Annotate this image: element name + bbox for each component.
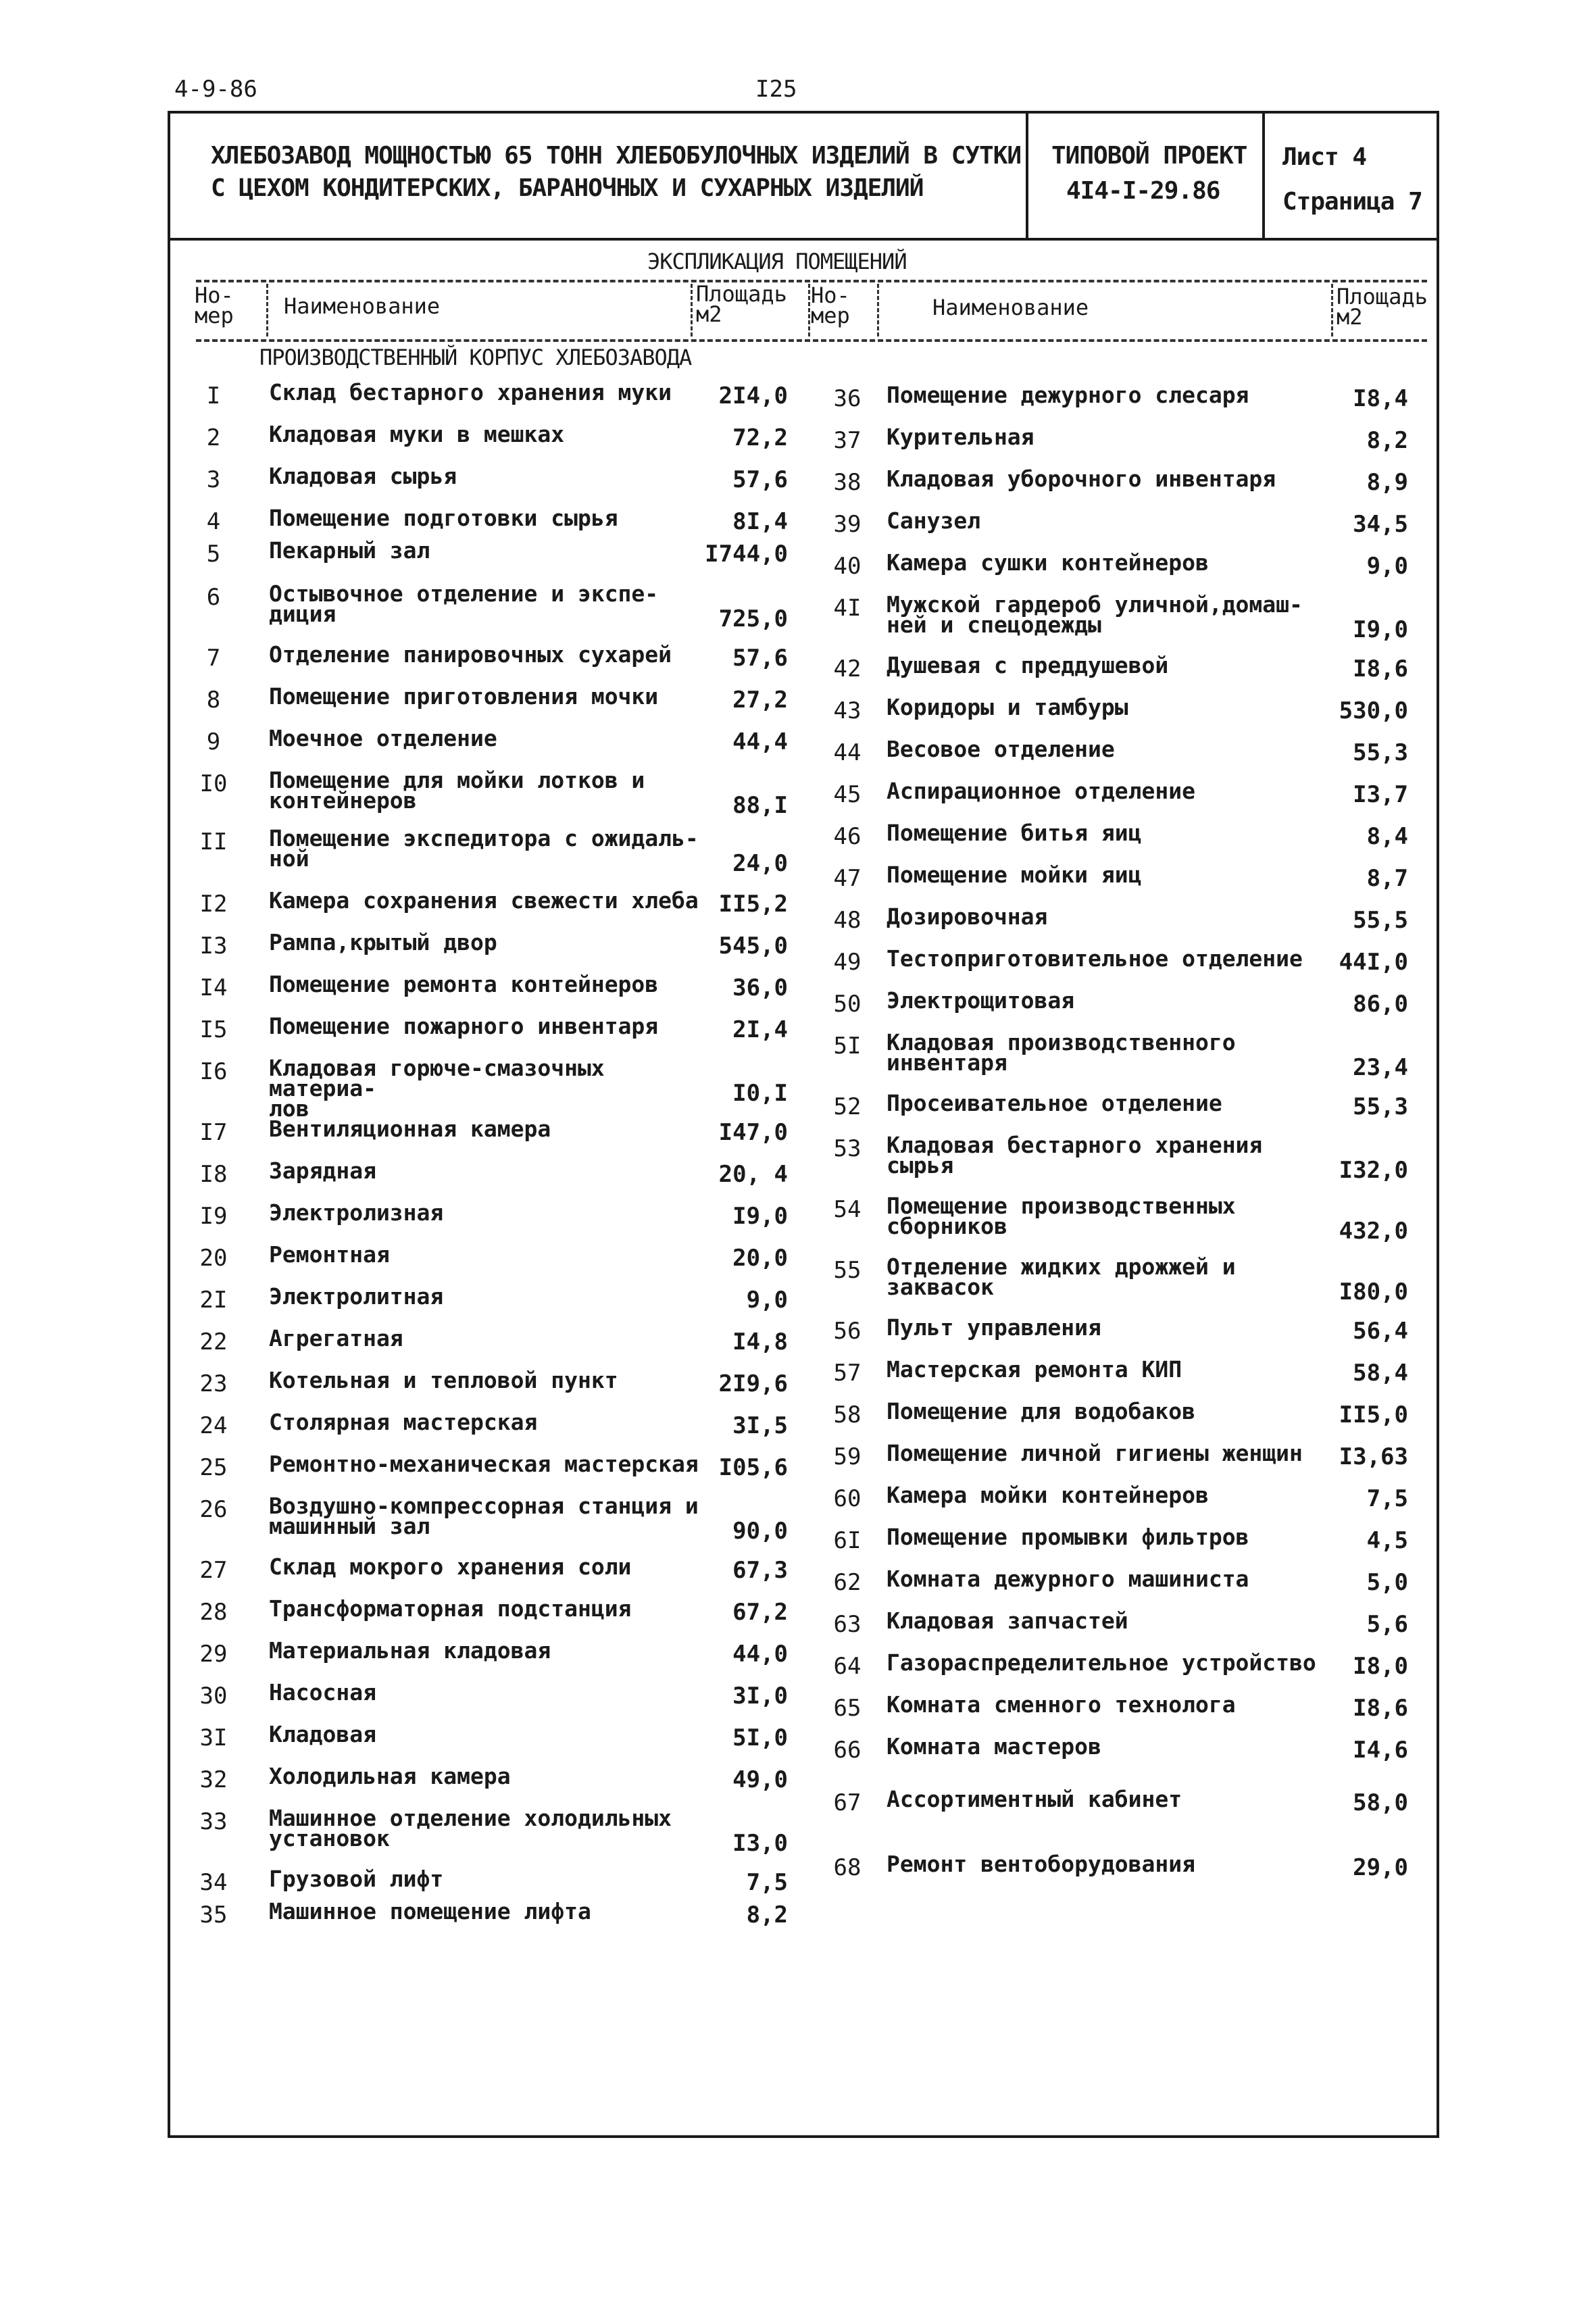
room-name: Ремонт вентоборудования — [887, 1851, 1195, 1877]
room-area: 432,0 — [1339, 1218, 1408, 1245]
row-number: 63 — [833, 1611, 862, 1638]
row-number: I8 — [199, 1161, 228, 1188]
room-name: Душевая с преддушевой — [887, 652, 1169, 678]
row-number: I — [206, 382, 221, 409]
row-number: 28 — [199, 1599, 228, 1626]
room-area: 86,0 — [1353, 991, 1408, 1018]
room-name: Комната сменного технолога — [887, 1691, 1236, 1718]
row-number: 44 — [833, 739, 862, 766]
row-number: I7 — [199, 1119, 228, 1146]
room-name: Помещение производственных сборников — [887, 1193, 1236, 1239]
document-title-line-2: С ЦЕХОМ КОНДИТЕРСКИХ, БАРАНОЧНЫХ И СУХАРНЫХ ИЗДЕЛИЙ — [211, 174, 924, 202]
room-area: 7,5 — [746, 1869, 788, 1896]
room-name: Воздушно-компрессорная станция и машинный зал — [269, 1493, 699, 1539]
header-divider-2 — [691, 284, 693, 337]
room-area: I8,6 — [1353, 1695, 1408, 1722]
row-number: 4I — [833, 595, 862, 622]
room-area: 2I4,0 — [718, 382, 788, 409]
room-name: Вентиляционная камера — [269, 1116, 551, 1142]
room-name: Помещение дежурного слесаря — [887, 382, 1249, 408]
row-number: 35 — [199, 1901, 228, 1928]
row-number: I3 — [199, 932, 228, 960]
room-name: Ассортиментный кабинет — [887, 1786, 1182, 1812]
room-name: Кладовая — [269, 1721, 376, 1747]
row-number: 29 — [199, 1641, 228, 1668]
room-area: 27,2 — [732, 687, 788, 714]
room-area: 7,5 — [1366, 1485, 1408, 1512]
room-name: Кладовая запчастей — [887, 1608, 1128, 1634]
room-name: Отделение жидких дрожжей и заквасок — [887, 1253, 1236, 1300]
room-name: Санузел — [887, 507, 981, 534]
room-area: I9,0 — [1353, 616, 1408, 643]
room-name: Моечное отделение — [269, 725, 497, 751]
project-label: ТИПОВОЙ ПРОЕКТ — [1051, 142, 1247, 170]
room-name: Агрегатная — [269, 1325, 403, 1351]
row-number: 58 — [833, 1401, 862, 1428]
room-name: Камера сушки контейнеров — [887, 549, 1209, 576]
sheet-page: Страница 7 — [1282, 188, 1422, 216]
room-name: Курительная — [887, 424, 1034, 450]
room-area: 36,0 — [732, 974, 788, 1001]
room-name: Камера мойки контейнеров — [887, 1482, 1209, 1508]
row-number: 64 — [833, 1653, 862, 1680]
row-number: 9 — [206, 728, 221, 755]
room-area: I4,8 — [732, 1328, 788, 1355]
row-number: 43 — [833, 697, 862, 724]
room-area: I744,0 — [705, 541, 788, 568]
room-name: Холодильная камера — [269, 1763, 511, 1789]
row-number: 50 — [833, 991, 862, 1018]
page-number: I25 — [755, 76, 797, 103]
row-number: 2 — [206, 424, 221, 451]
col-header-area-right: Площадь м2 — [1337, 284, 1428, 330]
room-name: Мужской гардероб уличной,домаш- ней и спецодежды — [887, 591, 1303, 638]
room-name: Электрощитовая — [887, 987, 1075, 1014]
row-number: 7 — [206, 645, 221, 672]
row-number: I2 — [199, 891, 228, 918]
room-area: I32,0 — [1339, 1157, 1408, 1184]
room-area: 8,7 — [1366, 865, 1408, 892]
row-number: 20 — [199, 1245, 228, 1272]
room-area: I4,6 — [1353, 1737, 1408, 1764]
room-area: 44I,0 — [1339, 949, 1408, 976]
row-number: 56 — [833, 1318, 862, 1345]
title-separator-2 — [1262, 111, 1265, 239]
room-area: I8,0 — [1353, 1653, 1408, 1680]
room-name: Коридоры и тамбуры — [887, 694, 1128, 720]
room-area: 90,0 — [732, 1518, 788, 1545]
room-name: Помещение битья яиц — [887, 820, 1142, 846]
room-area: II5,2 — [718, 891, 788, 918]
row-number: 6I — [833, 1527, 862, 1554]
room-name: Котельная и тепловой пункт — [269, 1367, 618, 1393]
room-name: Помещение подготовки сырья — [269, 505, 618, 531]
room-area: 9,0 — [1366, 553, 1408, 580]
room-area: I9,0 — [732, 1203, 788, 1230]
room-area: 49,0 — [732, 1766, 788, 1793]
room-area: I8,4 — [1353, 385, 1408, 412]
row-number: 3I — [199, 1724, 228, 1751]
row-number: 2I — [199, 1287, 228, 1314]
room-area: I0,I — [732, 1080, 788, 1107]
row-number: 3 — [206, 466, 221, 493]
room-area: 2I9,6 — [718, 1370, 788, 1397]
room-area: 88,I — [732, 792, 788, 819]
row-number: 53 — [833, 1135, 862, 1162]
row-number: 22 — [199, 1328, 228, 1355]
room-area: 56,4 — [1353, 1318, 1408, 1345]
row-number: 68 — [833, 1854, 862, 1881]
room-area: 24,0 — [732, 850, 788, 877]
header-divider-4 — [877, 284, 879, 337]
room-area: 5I,0 — [732, 1724, 788, 1751]
room-name: Кладовая производственного инвентаря — [887, 1029, 1236, 1076]
room-area: 8,2 — [1366, 427, 1408, 454]
row-number: 33 — [199, 1808, 228, 1835]
row-number: 45 — [833, 781, 862, 808]
room-area: I05,6 — [718, 1454, 788, 1481]
row-number: 8 — [206, 687, 221, 714]
room-name: Материальная кладовая — [269, 1637, 551, 1664]
room-area: 34,5 — [1353, 511, 1408, 538]
room-name: Помещение ремонта контейнеров — [269, 971, 659, 997]
room-area: 67,3 — [732, 1557, 788, 1584]
row-number: 6 — [206, 584, 221, 611]
row-number: 30 — [199, 1683, 228, 1710]
room-name: Насосная — [269, 1679, 376, 1706]
header-divider-1 — [266, 284, 268, 337]
title-block-divider — [168, 238, 1439, 241]
room-name: Просеивательное отделение — [887, 1090, 1222, 1116]
row-number: 67 — [833, 1789, 862, 1816]
room-name: Помещение личной гигиены женщин — [887, 1440, 1303, 1466]
room-name: Трансформаторная подстанция — [269, 1595, 632, 1622]
row-number: 32 — [199, 1766, 228, 1793]
row-number: 54 — [833, 1196, 862, 1223]
room-area: 3I,5 — [732, 1412, 788, 1439]
room-name: Зарядная — [269, 1158, 376, 1184]
room-area: 545,0 — [718, 932, 788, 960]
room-name: Помещение экспедитора с ожидаль- ной — [269, 825, 699, 872]
room-area: II5,0 — [1339, 1401, 1408, 1428]
room-area: 8,2 — [746, 1901, 788, 1928]
row-number: 5I — [833, 1032, 862, 1060]
room-area: 58,4 — [1353, 1360, 1408, 1387]
row-number: 42 — [833, 655, 862, 682]
room-name: Грузовой лифт — [269, 1866, 444, 1892]
header-divider-3 — [808, 284, 810, 337]
row-number: 46 — [833, 823, 862, 850]
row-number: I6 — [199, 1058, 228, 1085]
row-number: 34 — [199, 1869, 228, 1896]
row-number: 38 — [833, 469, 862, 496]
room-name: Ремонтно-механическая мастерская — [269, 1451, 699, 1477]
row-number: 27 — [199, 1557, 228, 1584]
room-name: Машинное помещение лифта — [269, 1898, 591, 1924]
room-area: 67,2 — [732, 1599, 788, 1626]
room-name: Пекарный зал — [269, 537, 430, 564]
col-header-number-right: Но- мер — [811, 282, 850, 328]
row-number: 36 — [833, 385, 862, 412]
room-area: 20, 4 — [718, 1161, 788, 1188]
room-name: Столярная мастерская — [269, 1409, 538, 1435]
room-name: Помещение промывки фильтров — [887, 1524, 1249, 1550]
row-number: 65 — [833, 1695, 862, 1722]
room-name: Остывочное отделение и экспе- диция — [269, 580, 659, 627]
row-number: 5 — [206, 541, 221, 568]
room-area: 725,0 — [718, 605, 788, 632]
room-area: 20,0 — [732, 1245, 788, 1272]
row-number: 57 — [833, 1360, 862, 1387]
col-header-area: Площадь м2 — [696, 281, 787, 327]
row-number: 24 — [199, 1412, 228, 1439]
room-area: 8I,4 — [732, 508, 788, 535]
section-heading: ПРОИЗВОДСТВЕННЫЙ КОРПУС ХЛЕБОЗАВОДА — [259, 345, 692, 370]
room-area: 9,0 — [746, 1287, 788, 1314]
room-area: 3I,0 — [732, 1683, 788, 1710]
col-header-name: Наименование — [284, 293, 441, 319]
room-name: Машинное отделение холодильных установок — [269, 1805, 672, 1851]
room-area: I80,0 — [1339, 1278, 1408, 1305]
row-number: 62 — [833, 1569, 862, 1596]
row-number: 23 — [199, 1370, 228, 1397]
project-code: 4I4-I-29.86 — [1066, 177, 1220, 205]
room-area: 44,4 — [732, 728, 788, 755]
room-name: Пульт управления — [887, 1314, 1101, 1341]
room-name: Ремонтная — [269, 1241, 390, 1268]
room-name: Помещение для мойки лотков и контейнеров — [269, 767, 645, 814]
room-name: Аспирационное отделение — [887, 778, 1195, 804]
col-header-name-right: Наименование — [932, 295, 1089, 320]
room-area: 55,3 — [1353, 739, 1408, 766]
room-area: 8,9 — [1366, 469, 1408, 496]
room-name: Кладовая муки в мешках — [269, 421, 565, 447]
row-number: 25 — [199, 1454, 228, 1481]
room-area: 23,4 — [1353, 1054, 1408, 1081]
room-name: Склад бестарного хранения муки — [269, 379, 672, 405]
room-name: Помещение пожарного инвентаря — [269, 1013, 659, 1039]
row-number: 4 — [206, 508, 221, 535]
row-number: 66 — [833, 1737, 862, 1764]
room-area: 8,4 — [1366, 823, 1408, 850]
row-number: 37 — [833, 427, 862, 454]
room-name: Склад мокрого хранения соли — [269, 1553, 632, 1580]
title-separator-1 — [1026, 111, 1028, 239]
room-area: 55,5 — [1353, 907, 1408, 934]
room-area: 2I,4 — [732, 1016, 788, 1043]
room-area: 5,6 — [1366, 1611, 1408, 1638]
row-number: 39 — [833, 511, 862, 538]
room-name: Помещение мойки яиц — [887, 862, 1142, 888]
room-name: Кладовая горюче-смазочных материа- лов — [269, 1055, 605, 1122]
room-name: Комната дежурного машиниста — [887, 1566, 1249, 1592]
room-area: 57,6 — [732, 466, 788, 493]
room-name: Помещение приготовления мочки — [269, 683, 659, 710]
room-area: I3,7 — [1353, 781, 1408, 808]
room-area: 44,0 — [732, 1641, 788, 1668]
col-header-number: Но- мер — [195, 282, 234, 328]
row-number: 49 — [833, 949, 862, 976]
document-code: 4-9-86 — [174, 76, 257, 103]
room-name: Электролизная — [269, 1199, 444, 1226]
room-name: Электролитная — [269, 1283, 444, 1310]
room-area: 55,3 — [1353, 1093, 1408, 1120]
room-name: Помещение для водобаков — [887, 1398, 1195, 1424]
room-name: Кладовая уборочного инвентаря — [887, 466, 1276, 492]
room-area: 72,2 — [732, 424, 788, 451]
room-name: Кладовая бестарного хранения сырья — [887, 1132, 1263, 1178]
room-name: Весовое отделение — [887, 736, 1115, 762]
room-name: Камера сохранения свежести хлеба — [269, 887, 699, 914]
row-number: I9 — [199, 1203, 228, 1230]
header-divider-5 — [1331, 284, 1333, 337]
room-area: I3,63 — [1339, 1443, 1408, 1470]
room-area: 29,0 — [1353, 1854, 1408, 1881]
sheet-number: Лист 4 — [1282, 143, 1367, 171]
row-number: I4 — [199, 974, 228, 1001]
table-title: ЭКСПЛИКАЦИЯ ПОМЕЩЕНИЙ — [647, 249, 907, 274]
row-number: 55 — [833, 1257, 862, 1284]
room-area: 57,6 — [732, 645, 788, 672]
room-area: I8,6 — [1353, 655, 1408, 682]
room-area: 530,0 — [1339, 697, 1408, 724]
room-name: Комната мастеров — [887, 1733, 1101, 1760]
row-number: II — [199, 828, 228, 855]
row-number: I5 — [199, 1016, 228, 1043]
room-name: Тестоприготовительное отделение — [887, 945, 1303, 972]
room-area: I47,0 — [718, 1119, 788, 1146]
room-area: I3,0 — [732, 1830, 788, 1857]
row-number: I0 — [199, 770, 228, 797]
room-name: Рампа,крытый двор — [269, 929, 497, 955]
row-number: 40 — [833, 553, 862, 580]
room-name: Отделение панировочных сухарей — [269, 641, 672, 668]
document-title-line-1: ХЛЕБОЗАВОД МОЩНОСТЬЮ 65 ТОНН ХЛЕБОБУЛОЧНЫХ ИЗДЕЛИЙ В СУТКИ — [211, 142, 1022, 170]
room-area: 58,0 — [1353, 1789, 1408, 1816]
room-name: Мастерская ремонта КИП — [887, 1356, 1182, 1383]
room-name: Кладовая сырья — [269, 463, 457, 489]
room-area: 5,0 — [1366, 1569, 1408, 1596]
row-number: 48 — [833, 907, 862, 934]
room-area: 4,5 — [1366, 1527, 1408, 1554]
row-number: 59 — [833, 1443, 862, 1470]
room-name: Дозировочная — [887, 903, 1048, 930]
header-bottom-rule — [196, 339, 1427, 342]
row-number: 52 — [833, 1093, 862, 1120]
row-number: 60 — [833, 1485, 862, 1512]
row-number: 47 — [833, 865, 862, 892]
row-number: 26 — [199, 1496, 228, 1523]
room-name: Газораспределительное устройство — [887, 1649, 1316, 1676]
